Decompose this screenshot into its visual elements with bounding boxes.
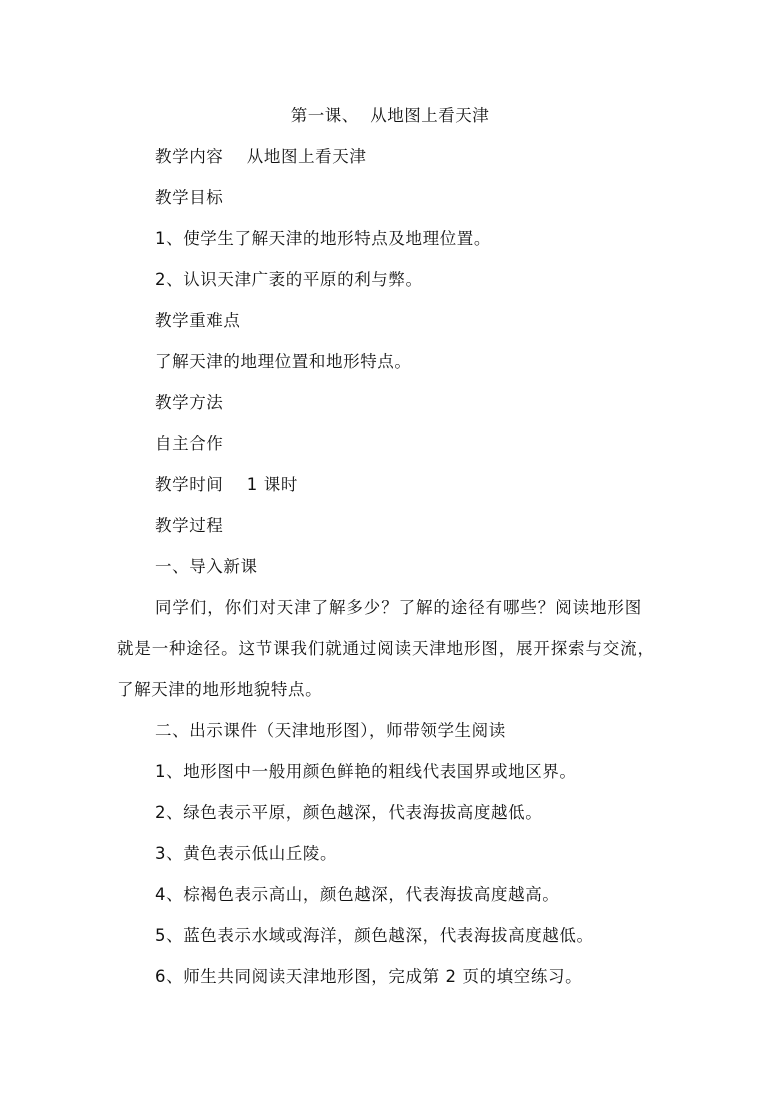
objective-item-2: 2、认识天津广袤的平原的利与弊。 [155, 270, 423, 289]
intro-paragraph-line-1: 同学们，你们对天津了解多少？了解的途径有哪些？阅读地形图 [155, 598, 643, 617]
objective-item-1: 1、使学生了解天津的地形特点及地理位置。 [155, 229, 491, 248]
teaching-method-heading: 教学方法 [155, 393, 224, 412]
teaching-process-heading: 教学过程 [155, 516, 224, 535]
key-difficulties-text: 了解天津的地理位置和地形特点。 [155, 352, 412, 371]
map-item-3: 3、黄色表示低山丘陵。 [155, 844, 338, 863]
map-item-5: 5、蓝色表示水域或海洋，颜色越深，代表海拔高度越低。 [155, 926, 594, 945]
section-two-heading: 二、出示课件（天津地形图），师带领学生阅读 [155, 721, 506, 740]
teaching-objectives-heading: 教学目标 [155, 188, 224, 207]
map-item-6: 6、师生共同阅读天津地形图，完成第 2 页的填空练习。 [155, 967, 583, 986]
intro-paragraph-line-2: 就是一种途径。这节课我们就通过阅读天津地形图，展开探索与交流， [117, 639, 655, 658]
lesson-title: 第一课、 从地图上看天津 [290, 106, 490, 125]
intro-paragraph-line-3: 了解天津的地形地貌特点。 [117, 680, 323, 699]
teaching-content-line: 教学内容 从地图上看天津 [155, 147, 367, 166]
teaching-method-text: 自主合作 [155, 434, 224, 453]
section-one-heading: 一、导入新课 [155, 557, 258, 576]
map-item-4: 4、棕褐色表示高山，颜色越深，代表海拔高度越高。 [155, 885, 560, 904]
teaching-time-line: 教学时间 1 课时 [155, 475, 298, 494]
map-item-2: 2、绿色表示平原，颜色越深，代表海拔高度越低。 [155, 803, 543, 822]
key-difficulties-heading: 教学重难点 [155, 311, 241, 330]
map-item-1: 1、地形图中一般用颜色鲜艳的粗线代表国界或地区界。 [155, 762, 577, 781]
